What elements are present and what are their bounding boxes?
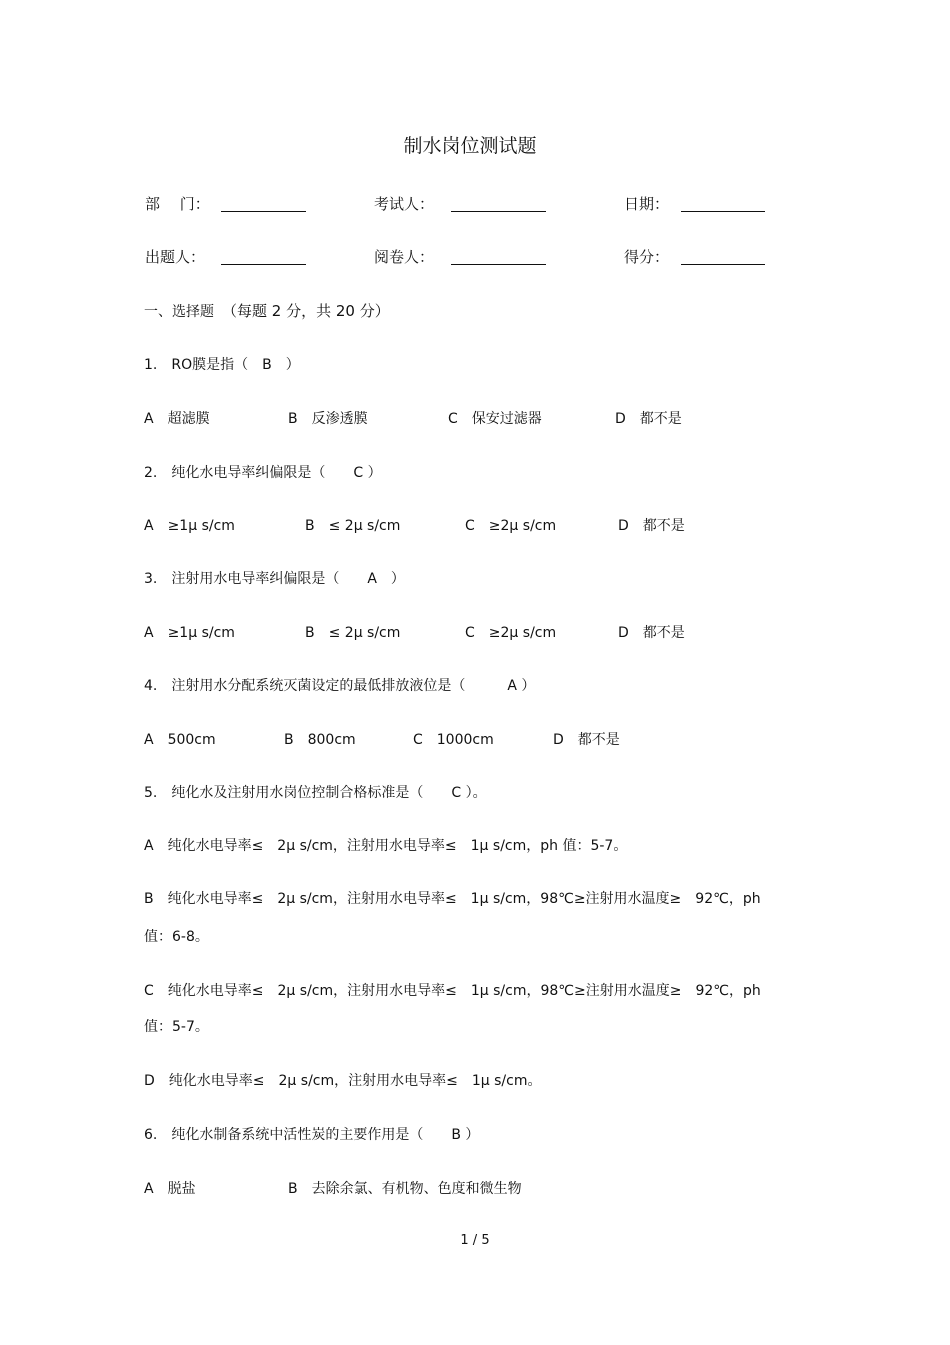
score-blank [681,264,765,265]
page-title: 制水岗位测试题 [403,135,537,157]
page-number: 1 / 5 [460,1233,490,1248]
grader-blank [451,264,546,265]
section-note: （每题 2 分，共 20 分） [222,302,390,320]
date-label: 日期： [624,195,670,213]
date-blank [681,211,765,212]
option-b: B 纯化水电导率≤ 2μ s/cm，注射用水电导率≤ 1μ s/cm，98℃≥注射用水温度≥ 92℃，ph [144,891,761,907]
score-label: 得分： [624,248,670,266]
question-stem: 5. 纯化水及注射用水岗位控制合格标准是（ C ）。 [144,785,487,801]
question-stem: 4. 注射用水分配系统灭菌设定的最低排放液位是（ A ） [144,678,536,694]
option-d: D 都不是 [615,411,682,427]
question-stem: 2. 纯化水电导率纠偏限是（ C ） [144,465,382,481]
option-c: C ≥2μ s/cm [465,518,557,534]
option-d: D 都不是 [618,625,685,641]
option-a: A ≥1μ s/cm [144,518,235,534]
option-c: C ≥2μ s/cm [465,625,557,641]
question-stem: 1. RO膜是指（ B ） [144,357,300,373]
option-b: B 反渗透膜 [288,411,368,427]
option-b: B 800cm [284,732,356,748]
option-b-continued: 值：6-8。 [144,929,209,945]
option-c: C 纯化水电导率≤ 2μ s/cm，注射用水电导率≤ 1μ s/cm，98℃≥注射用水温度≥ 92℃，ph [144,983,761,999]
option-a: A ≥1μ s/cm [144,625,235,641]
option-d: D 纯化水电导率≤ 2μ s/cm，注射用水电导率≤ 1μ s/cm。 [144,1073,542,1089]
option-d: D 都不是 [618,518,685,534]
option-a: A 超滤膜 [144,411,210,427]
option-b: B ≤ 2μ s/cm [305,625,401,641]
section-title: 一、选择题 [144,304,214,320]
grader-label: 阅卷人： [374,248,435,266]
question-stem: 3. 注射用水电导率纠偏限是（ A ） [144,571,405,587]
option-b: B 去除余氯、有机物、色度和微生物 [288,1181,522,1197]
examinee-blank [451,211,546,212]
examinee-label: 考试人： [374,195,435,213]
option-b: B ≤ 2μ s/cm [305,518,401,534]
question-stem: 6. 纯化水制备系统中活性炭的主要作用是（ B ） [144,1127,480,1143]
option-a: A 纯化水电导率≤ 2μ s/cm，注射用水电导率≤ 1μ s/cm，ph 值：5-7。 [144,838,628,854]
option-a: A 脱盐 [144,1181,196,1197]
section-heading [144,300,390,321]
setter-blank [221,264,306,265]
setter-label: 出题人： [145,248,206,266]
option-c: C 保安过滤器 [448,411,542,427]
option-c-continued: 值：5-7。 [144,1019,209,1035]
option-c: C 1000cm [413,732,494,748]
option-a: A 500cm [144,732,216,748]
dept-label: 部 门： [145,195,210,213]
dept-blank [221,211,306,212]
option-d: D 都不是 [553,732,620,748]
